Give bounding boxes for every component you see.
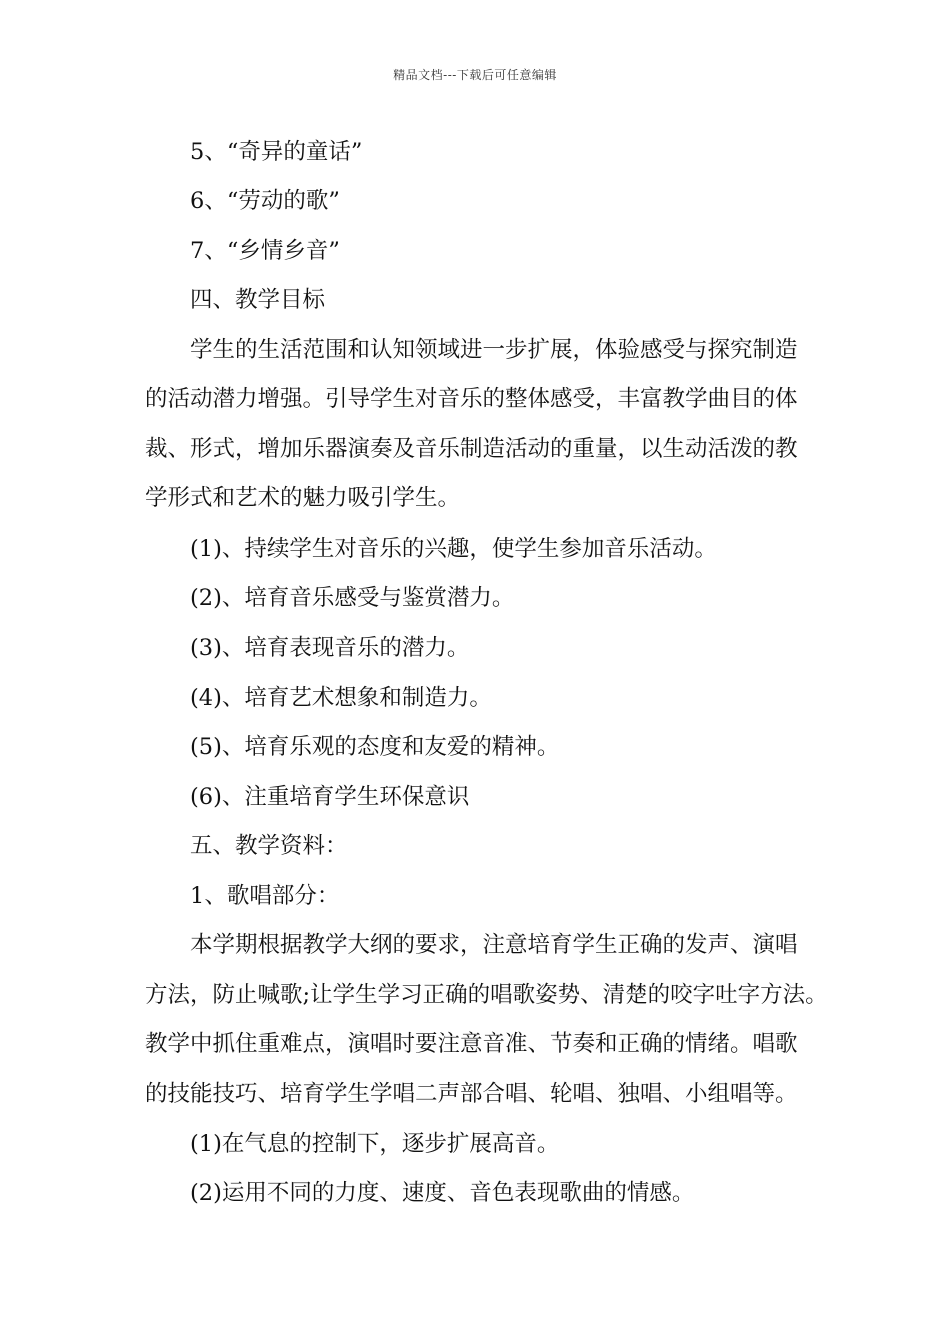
list-item-7: 7、“乡情乡音” bbox=[190, 238, 340, 264]
goal-item-6: (6)、注重培育学生环保意识 bbox=[190, 784, 470, 810]
goal-item-1: (1)、持续学生对音乐的兴趣，使学生参加音乐活动。 bbox=[190, 536, 717, 562]
paragraph-line: 本学期根据教学大纲的要求，注意培育学生正确的发声、演唱 bbox=[190, 932, 798, 958]
goal-item-5: (5)、培育乐观的态度和友爱的精神。 bbox=[190, 734, 560, 760]
goal-item-3: (3)、培育表现音乐的潜力。 bbox=[190, 635, 470, 661]
paragraph-line: 学形式和艺术的魅力吸引学生。 bbox=[145, 485, 461, 511]
paragraph-line: 教学中抓住重难点，演唱时要注意音准、节奏和正确的情绪。唱歌 bbox=[145, 1031, 798, 1057]
subsection-heading-singing: 1、歌唱部分： bbox=[190, 883, 340, 909]
paragraph-line: 方法，防止喊歌;让学生学习正确的唱歌姿势、清楚的咬字吐字方法。 bbox=[145, 982, 828, 1008]
singing-item-2: (2)运用不同的力度、速度、音色表现歌曲的情感。 bbox=[190, 1180, 695, 1206]
section-heading-goals: 四、教学目标 bbox=[190, 287, 326, 313]
page-header: 精品文档---下载后可任意编辑 bbox=[393, 68, 557, 82]
paragraph-line: 裁、形式，增加乐器演奏及音乐制造活动的重量，以生动活泼的教 bbox=[145, 436, 798, 462]
singing-item-1: (1)在气息的控制下，逐步扩展高音。 bbox=[190, 1131, 560, 1157]
paragraph-line: 的技能技巧、培育学生学唱二声部合唱、轮唱、独唱、小组唱等。 bbox=[145, 1081, 798, 1107]
paragraph-line: 学生的生活范围和认知领域进一步扩展，体验感受与探究制造 bbox=[190, 337, 798, 363]
section-heading-materials: 五、教学资料： bbox=[190, 833, 348, 859]
paragraph-line: 的活动潜力增强。引导学生对音乐的整体感受，丰富教学曲目的体 bbox=[145, 386, 798, 412]
list-item-5: 5、“奇异的童话” bbox=[190, 139, 363, 165]
goal-item-2: (2)、培育音乐感受与鉴赏潜力。 bbox=[190, 585, 515, 611]
goal-item-4: (4)、培育艺术想象和制造力。 bbox=[190, 685, 492, 711]
list-item-6: 6、“劳动的歌” bbox=[190, 188, 340, 214]
